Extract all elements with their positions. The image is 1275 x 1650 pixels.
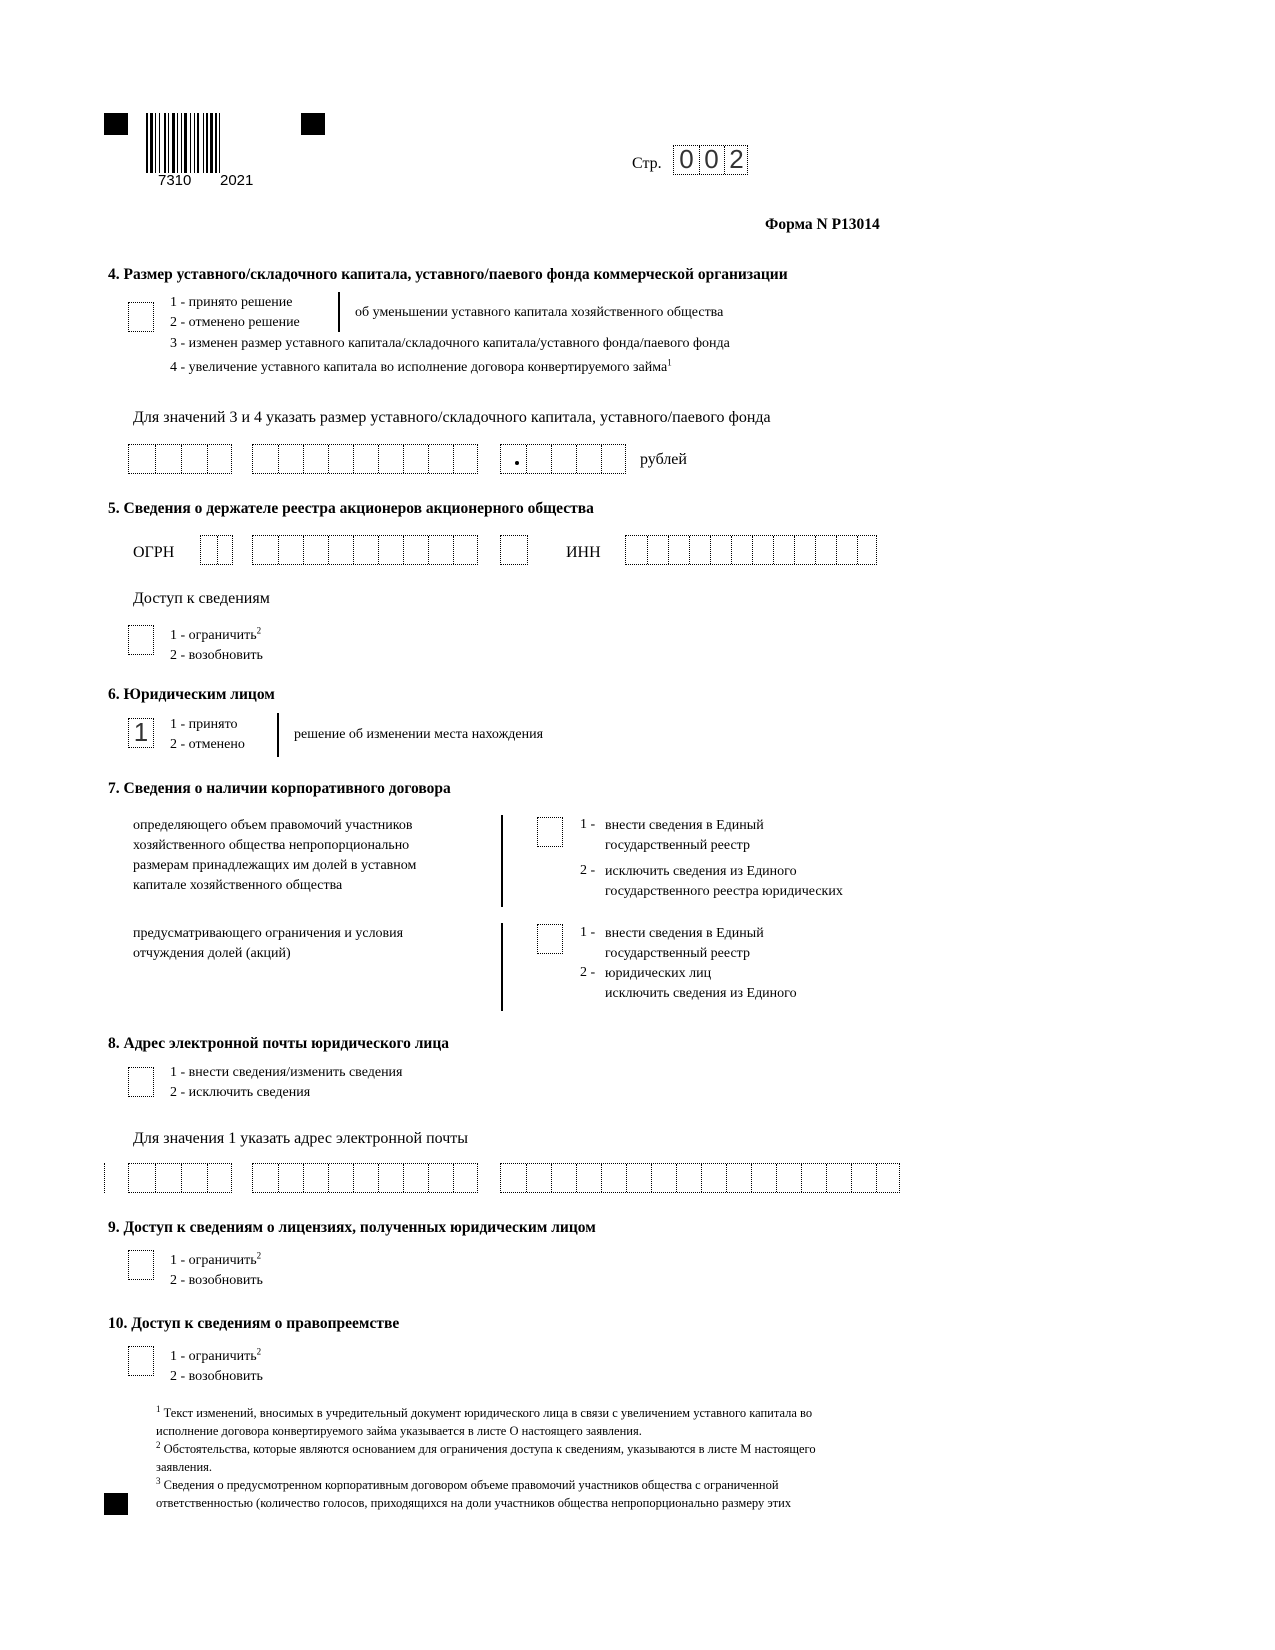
section-6-title: 6. Юридическим лицом <box>108 686 275 703</box>
s5-ogrn-group-1[interactable] <box>200 535 233 565</box>
barcode-number-right: 2021 <box>220 172 254 189</box>
s7-block1-opt1-num: 1 - <box>580 817 596 832</box>
footnote-2-cont: заявления. <box>156 1460 213 1474</box>
s7-block1-opt2-num: 2 - <box>580 863 596 878</box>
s7-block2-opt1: внести сведения в Единый государственный реестр <box>605 926 764 961</box>
s9-option-1: 1 - ограничить$^2$ <box>170 1250 262 1268</box>
s4-option-2: 2 - отменено решение <box>170 315 300 330</box>
s4-amount-group-3[interactable] <box>500 444 626 474</box>
s7-block1-opt1: внести сведения в Единый государственный реестр <box>605 818 764 853</box>
s8-email-field-start <box>104 1163 105 1193</box>
section-10-title: 10. Доступ к сведениям о правопреемстве <box>108 1315 400 1332</box>
page-label: Стр. <box>632 155 662 172</box>
s7-block2-opt2: юридических лиц исключить сведения из Единого <box>605 966 797 1001</box>
s4-currency-label: рублей <box>640 451 687 468</box>
s5-access-label: Доступ к сведениям <box>133 590 270 607</box>
decimal-point <box>515 461 519 465</box>
s4-option-3: 3 - изменен размер уставного капитала/складочного капитала/уставного фонда/паевого фонда <box>170 336 730 351</box>
s9-option-field[interactable] <box>128 1250 154 1280</box>
registration-marker-top-left <box>104 113 128 135</box>
s5-ogrn-label: ОГРН <box>133 544 175 561</box>
s6-bracket-text: решение об изменении места нахождения <box>294 727 544 742</box>
s8-email-group-2[interactable] <box>252 1163 478 1193</box>
s8-email-group-1[interactable] <box>128 1163 232 1193</box>
s6-option-2: 2 - отменено <box>170 737 245 752</box>
footnote-2: $^2$ Обстоятельства, которые являются основанием для ограничения доступа к сведениям, указываются в листе М настоящего <box>156 1439 816 1456</box>
s6-option-field[interactable] <box>128 718 154 748</box>
s9-option-2: 2 - возобновить <box>170 1273 263 1288</box>
registration-marker-top-right <box>301 113 325 135</box>
s7-block1-text: определяющего объем правомочий участников хозяйственного общества непропорционально размерам принадлежащих им долей в уставном капитале хозяйственного общества <box>133 818 417 893</box>
s4-amount-group-1[interactable] <box>128 444 232 474</box>
s7-block1-field[interactable] <box>537 817 563 847</box>
barcode-icon <box>146 113 281 173</box>
footnote-1-cont: исполнение договора конвертируемого займа указывается в листе О настоящего заявления. <box>156 1424 642 1438</box>
page-digit: 2 <box>729 144 744 174</box>
s5-inn-field[interactable] <box>625 535 877 565</box>
s5-access-option-2: 2 - возобновить <box>170 648 263 663</box>
s7-block1-opt2: исключить сведения из Единого государственного реестра юридических <box>605 864 843 899</box>
s7-block2-opt2-num: 2 - <box>580 965 596 980</box>
s10-option-2: 2 - возобновить <box>170 1369 263 1384</box>
page-number-field <box>673 145 748 175</box>
s7-block2-field[interactable] <box>537 924 563 954</box>
s6-bracket-line <box>277 713 279 757</box>
s7-block2-divider <box>501 923 503 1011</box>
s5-access-option-1: 1 - ограничить$^2$ <box>170 625 262 643</box>
footnote-3-cont: ответственностью (количество голосов, приходящихся на доли участников общества непропорционально размеру этих <box>156 1496 792 1510</box>
s4-option-field[interactable] <box>128 302 154 332</box>
s4-amount-label: Для значений 3 и 4 указать размер уставного/складочного капитала, уставного/паевого фонда <box>133 409 771 426</box>
footnote-3: $^3$ Сведения о предусмотренном корпоративным договором объеме правомочий участников общества с ограниченной <box>156 1475 779 1492</box>
s7-block1-divider <box>501 815 503 907</box>
s6-option-value: 1 <box>133 717 149 747</box>
section-7-title: 7. Сведения о наличии корпоративного договора <box>108 780 451 797</box>
section-8-title: 8. Адрес электронной почты юридического лица <box>108 1035 450 1052</box>
s8-option-1: 1 - внести сведения/изменить сведения <box>170 1065 403 1080</box>
barcode-number-left: 7310 <box>158 172 192 189</box>
s7-block2-opt1-num: 1 - <box>580 925 596 940</box>
s4-bracket-line <box>338 292 340 332</box>
s8-email-group-3[interactable] <box>500 1163 900 1193</box>
s8-option-field[interactable] <box>128 1067 154 1097</box>
section-5-title: 5. Сведения о держателе реестра акционеров акционерного общества <box>108 500 594 517</box>
s4-bracket-text: об уменьшении уставного капитала хозяйственного общества <box>355 305 724 320</box>
s10-option-field[interactable] <box>128 1346 154 1376</box>
s4-amount-group-2[interactable] <box>252 444 478 474</box>
s5-ogrn-group-3[interactable] <box>500 535 528 565</box>
s4-option-4: 4 - увеличение уставного капитала во исполнение договора конвертируемого займа$^1$ <box>170 357 672 375</box>
s10-option-1: 1 - ограничить$^2$ <box>170 1346 262 1364</box>
s5-ogrn-group-2[interactable] <box>252 535 478 565</box>
form-title: Форма N Р13014 <box>765 216 880 233</box>
s6-option-1: 1 - принято <box>170 717 238 732</box>
s8-email-label: Для значения 1 указать адрес электронной почты <box>133 1130 469 1147</box>
s5-access-field[interactable] <box>128 625 154 655</box>
section-9-title: 9. Доступ к сведениям о лицензиях, полученных юридическим лицом <box>108 1219 596 1236</box>
page-digit: 0 <box>704 144 719 174</box>
footnote-1: $^1$ Текст изменений, вносимых в учредительный документ юридического лица в связи с увеличением уставного капитала во <box>156 1404 813 1420</box>
page-digit: 0 <box>679 144 694 174</box>
registration-marker-bottom-left <box>104 1493 128 1515</box>
s5-inn-label: ИНН <box>566 544 601 561</box>
s7-block2-text: предусматривающего ограничения и условия отчуждения долей (акций) <box>133 926 404 961</box>
s8-option-2: 2 - исключить сведения <box>170 1085 311 1100</box>
section-4-title: 4. Размер уставного/складочного капитала, уставного/паевого фонда коммерческой организации <box>108 266 788 283</box>
s4-option-1: 1 - принято решение <box>170 295 293 310</box>
footnotes <box>156 1404 896 1520</box>
